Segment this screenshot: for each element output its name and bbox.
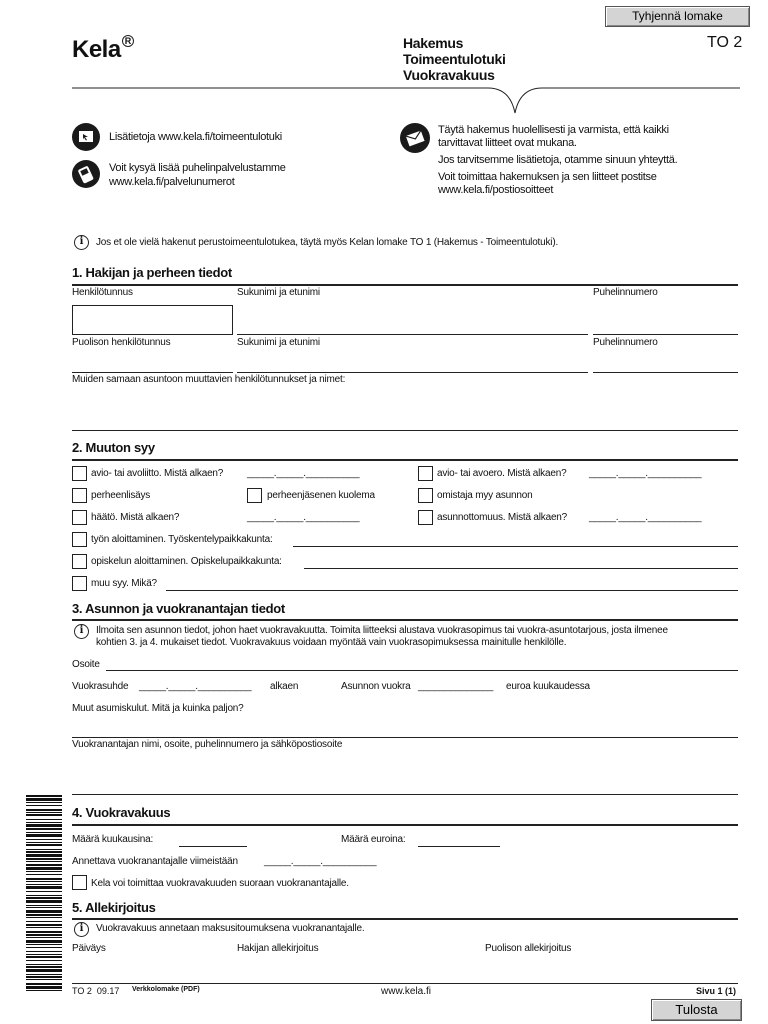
spouse-phone-label: Puhelinnumero [593,337,658,348]
opiskelu-field[interactable] [304,568,738,569]
phone-icon [72,160,100,188]
section-5-title: 5. Allekirjoitus [72,900,156,915]
kuukausina-field[interactable] [179,846,247,847]
perheenlisays-label: perheenlisäys [91,490,151,501]
form-title: Hakemus Toimeentulotuki Vuokravakuus [403,35,506,83]
kela-logo: Kela $^R$ [72,36,133,64]
henkilotunnus-label: Henkilötunnus [72,287,133,298]
header-divider [72,80,742,120]
euroa-label: euroa kuukaudessa [506,681,590,692]
vuokranantaja-label: Vuokranantajan nimi, osoite, puhelinnumero ja sähköpostiosoite [72,739,343,750]
phone-info: Voit kysyä lisää puhelinpalvelustamme www.kela.fi/palvelunumerot [109,162,286,188]
spouse-phone-field[interactable] [593,372,738,373]
annettava-label: Annettava vuokranantajalle viimeistään [72,856,238,867]
checkbox-tyo[interactable] [72,532,87,547]
info-icon: i [74,235,89,250]
mail-icon [400,123,430,153]
footer-type: Verkkolomake (PDF) [132,986,200,993]
checkbox-kuolema[interactable] [247,488,262,503]
info-icon: i [74,922,89,937]
web-info: Lisätietoja www.kela.fi/toimeentulotuki [109,131,282,143]
muut-kulut-label: Muut asumiskulut. Mitä ja kuinka paljon? [72,703,244,714]
muut-kulut-field[interactable] [72,737,738,738]
vuokrasuhde-label: Vuokrasuhde [72,681,129,692]
checkbox-suoraan[interactable] [72,875,87,890]
form-code: TO 2 [707,34,743,51]
vuokra-label: Asunnon vuokra [341,681,411,692]
tyo-field[interactable] [293,546,738,547]
osoite-label: Osoite [72,659,100,670]
section-4-title: 4. Vuokravakuus [72,805,171,820]
phone-label: Puhelinnumero [593,287,658,298]
vuokranantaja-field[interactable] [72,794,738,795]
muu-field[interactable] [166,590,738,591]
henkilotunnus-field[interactable] [72,305,233,335]
vuokrasuhde-date[interactable]: _____._____.__________ [139,681,252,692]
instructions: Täytä hakemus huolellisesti ja varmista, että kaikki tarvittavat liitteet ovat mukana. Jos tarvitsemme lisätietoja, otamme sinuun yhteyttä. Voit toimittaa hakemuksen ja sen liitteet postitse www.kela.fi/postiosoitteet [438,124,678,196]
section-3-info: Ilmoita sen asunnon tiedot, johon haet vuokravakuutta. Toimita liitteeksi alustava vuokrasopimus tai vuokra-asuntotarjous, josta ilmenee kohtien 3. ja 4. mukaiset tiedot. Vuokravakuus voidaan myöntää vain vuokrasopimuksessa mainitulle henkilölle. [96,625,668,648]
tyo-label: työn aloittaminen. Työskentelypaikkakunta: [91,534,273,545]
clear-form-button[interactable]: Tyhjennä lomake [605,6,750,27]
avoero-date[interactable]: _____._____.__________ [589,468,702,479]
spouse-id-field[interactable] [72,372,233,373]
name-field[interactable] [237,334,588,335]
others-label: Muiden samaan asuntoon muuttavien henkilötunnukset ja nimet: [72,374,346,385]
avioliitto-date[interactable]: _____._____.__________ [247,468,360,479]
alkaen-label: alkaen [270,681,299,692]
muu-label: muu syy. Mikä? [91,578,157,589]
avioliitto-label: avio- tai avoliitto. Mistä alkaen? [91,468,224,479]
spouse-name-label: Sukunimi ja etunimi [237,337,320,348]
suoraan-label: Kela voi toimittaa vuokravakuuden suoraan vuokranantajalle. [91,878,349,889]
kuolema-label: perheenjäsenen kuolema [267,490,375,501]
section-2-title: 2. Muuton syy [72,440,155,455]
euroina-label: Määrä euroina: [341,834,406,845]
avoero-label: avio- tai avoero. Mistä alkaen? [437,468,567,479]
notice-text: Jos et ole vielä hakenut perustoimeentulotukea, täytä myös Kelan lomake TO 1 (Hakemus - Toimeentulotuki). [96,237,559,248]
footer-page: Sivu 1 (1) [696,986,737,996]
footer-code: TO 2 09.17 [72,986,120,996]
section-5-info: Vuokravakuus annetaan maksusitoumuksena vuokranantajalle. [96,923,365,934]
omistaja-label: omistaja myy asunnon [437,490,533,501]
web-icon [72,123,100,151]
checkbox-haato[interactable] [72,510,87,525]
info-icon: i [74,624,89,639]
spouse-name-field[interactable] [237,372,588,373]
asunnottomuus-date[interactable]: _____._____.__________ [589,512,702,523]
checkbox-omistaja[interactable] [418,488,433,503]
hakija-signature-label: Hakijan allekirjoitus [237,943,319,954]
barcode [26,795,64,995]
spouse-id-label: Puolison henkilötunnus [72,337,171,348]
kuukausina-label: Määrä kuukausina: [72,834,154,845]
checkbox-perheenlisays[interactable] [72,488,87,503]
opiskelu-label: opiskelun aloittaminen. Opiskelupaikkakunta: [91,556,282,567]
haato-date[interactable]: _____._____.__________ [247,512,360,523]
section-3-title: 3. Asunnon ja vuokranantajan tiedot [72,601,285,616]
name-label: Sukunimi ja etunimi [237,287,320,298]
osoite-field[interactable] [106,670,738,671]
paivays-label: Päiväys [72,943,106,954]
annettava-date[interactable]: _____._____.__________ [264,856,377,867]
euroina-field[interactable] [418,846,500,847]
puoliso-signature-label: Puolison allekirjoitus [485,943,572,954]
checkbox-avoero[interactable] [418,466,433,481]
asunnottomuus-label: asunnottomuus. Mistä alkaen? [437,512,568,523]
checkbox-opiskelu[interactable] [72,554,87,569]
phone-field[interactable] [593,334,738,335]
vuokra-field[interactable]: ______________ [418,681,494,692]
checkbox-avioliitto[interactable] [72,466,87,481]
haato-label: häätö. Mistä alkaen? [91,512,180,523]
checkbox-muu[interactable] [72,576,87,591]
section-1-title: 1. Hakijan ja perheen tiedot [72,265,232,280]
footer-web: www.kela.fi [381,986,432,997]
others-field[interactable] [72,430,738,431]
checkbox-asunnottomuus[interactable] [418,510,433,525]
print-button[interactable]: Tulosta [651,999,742,1021]
